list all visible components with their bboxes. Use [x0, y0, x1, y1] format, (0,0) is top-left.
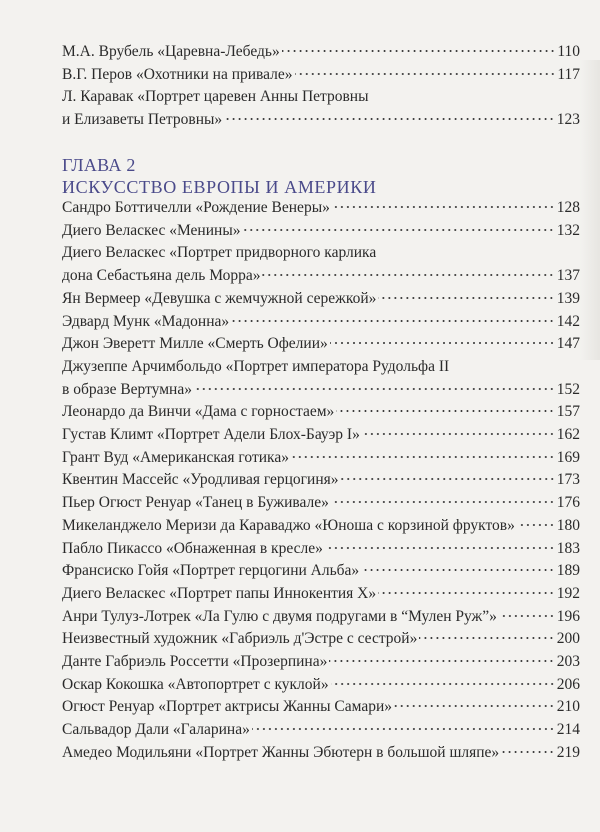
dot-leader: [262, 273, 554, 277]
toc-entry: [62, 742, 580, 765]
dot-leader: [378, 296, 554, 300]
dot-leader: [378, 591, 555, 595]
toc-entry-title: в образе Вертумна»: [62, 380, 192, 398]
toc-entry: [62, 311, 580, 334]
toc-entry-title: Ян Вермеер «Девушка с жемчужной сережкой»: [62, 289, 377, 307]
toc-entry: [62, 401, 580, 424]
toc-page-number: 169: [556, 448, 580, 466]
dot-leader: [325, 546, 555, 550]
toc-entry-title: Огюст Ренуар «Портрет актрисы Жанны Самари»: [62, 698, 393, 716]
toc-entry-title: Сальвадор Дали «Галарина»: [62, 721, 250, 739]
toc-previous-chapter: [62, 41, 580, 132]
dot-leader: [332, 205, 555, 209]
toc-page-number: 214: [556, 721, 580, 739]
toc-page-number: 157: [556, 403, 580, 421]
toc-entry: [62, 560, 580, 583]
toc-entry: [62, 86, 580, 131]
toc-entry: [62, 674, 580, 697]
dot-leader: [331, 500, 555, 504]
toc-entry-title: Пьер Огюст Ренуар «Танец в Буживале»: [62, 494, 329, 512]
toc-entry-title: Диего Веласкес «Менины»: [62, 221, 241, 239]
dot-leader: [331, 682, 555, 686]
toc-page-number: 162: [556, 426, 580, 444]
dot-leader: [295, 72, 556, 76]
toc-page-number: 192: [556, 584, 580, 602]
toc-entry: [62, 583, 580, 606]
toc-entry: [62, 41, 580, 64]
toc-entry: [62, 288, 580, 311]
toc-entry: [62, 628, 580, 651]
toc-entry: [62, 538, 580, 561]
toc-page-number: 206: [556, 675, 580, 693]
toc-entry-title: Неизвестный художник «Габриэль д'Эстре с сестрой»: [62, 630, 418, 648]
toc-entry-title: Микеланджело Меризи да Караваджо «Юноша с корзиной фруктов»: [62, 516, 515, 534]
toc-entry: [62, 64, 580, 87]
toc-page-number: 110: [557, 43, 580, 60]
toc-page-number: 123: [556, 111, 580, 129]
dot-leader: [394, 704, 555, 708]
dot-leader: [341, 477, 555, 481]
toc-entry: [62, 696, 580, 719]
chapter-number: ГЛАВА 2: [62, 155, 136, 175]
toc-page-number: 210: [556, 698, 580, 716]
toc-entry-title: Оскар Кокошка «Автопортрет с куклой»: [62, 675, 329, 693]
dot-leader: [501, 750, 555, 754]
dot-leader: [419, 636, 554, 640]
toc-page-number: 147: [556, 335, 580, 353]
toc-entry-title: Грант Вуд «Американская готика»: [62, 448, 289, 466]
toc-entry-title: Л. Каравак «Портрет царевен Анны Петровны: [62, 88, 369, 106]
toc-page-number: 142: [556, 312, 580, 330]
toc-page-number: 180: [556, 516, 580, 534]
toc-entry-title: Анри Тулуз-Лотрек «Ла Гулю с двумя подругами в “Мулен Руж”»: [62, 607, 497, 625]
toc-page-number: 128: [556, 199, 580, 216]
toc-entry-title: Густав Климт «Портрет Адели Блох-Бауэр I»: [62, 426, 360, 444]
toc-entry-title: Франсиско Гойя «Портрет герцогини Альба»: [62, 562, 360, 580]
toc-entry: [62, 220, 580, 243]
toc-entry-title: Сандро Боттичелли «Рождение Венеры»: [62, 199, 330, 216]
toc-entry-title: В.Г. Перов «Охотники на привале»: [62, 65, 293, 83]
toc-entry: [62, 719, 580, 742]
toc-entry: [62, 356, 580, 401]
toc-entry-title: Леонардо да Винчи «Дама с горностаем»: [62, 403, 335, 421]
toc-entry: [62, 606, 580, 629]
chapter-title: ИСКУССТВО ЕВРОПЫ И АМЕРИКИ: [62, 177, 377, 197]
dot-leader: [252, 727, 555, 731]
toc-entry: [62, 333, 580, 356]
toc-entry-title: Квентин Массейс «Уродливая герцогиня»: [62, 471, 339, 489]
toc-entry-title: Диего Веласкес «Портрет папы Иннокентия X»: [62, 584, 377, 602]
toc-entry-title: Пабло Пикассо «Обнаженная в кресле»: [62, 539, 323, 557]
toc-page-number: 139: [556, 289, 580, 307]
toc-page-number: 219: [556, 743, 580, 761]
dot-leader: [336, 409, 554, 413]
page-shadow: [580, 60, 600, 360]
toc-page-number: 173: [556, 471, 580, 489]
toc-entry-title: Джон Эверетт Милле «Смерть Офелии»: [62, 335, 328, 353]
dot-leader: [330, 341, 555, 345]
toc-page-number: 203: [556, 653, 580, 671]
toc-page-number: 152: [556, 380, 580, 398]
dot-leader: [362, 432, 555, 436]
toc-entry-title: Амедео Модильяни «Портрет Жанны Эбютерн в большой шляпе»: [62, 743, 500, 761]
toc-entry-title: и Елизаветы Петровны»: [62, 111, 223, 129]
toc-entry: [62, 424, 580, 447]
toc-page-number: 176: [556, 494, 580, 512]
dot-leader: [329, 659, 554, 663]
toc-entry: [62, 197, 580, 220]
dot-leader: [224, 117, 555, 121]
toc-entry-title: дона Себастьяна дель Морра»: [62, 267, 261, 285]
dot-leader: [194, 387, 555, 391]
toc-entry: [62, 651, 580, 674]
toc-entry: [62, 515, 580, 538]
toc-page-number: 189: [556, 562, 580, 580]
toc-page-number: 196: [556, 607, 580, 625]
toc-page-number: 137: [556, 267, 580, 285]
toc-entry-title: Эдвард Мунк «Мадонна»: [62, 312, 230, 330]
dot-leader: [242, 228, 554, 232]
toc-entry-title: М.А. Врубель «Царевна-Лебедь»: [62, 43, 280, 60]
dot-leader: [282, 49, 556, 53]
dot-leader: [499, 614, 555, 618]
toc-page-number: 183: [556, 539, 580, 557]
dot-leader: [231, 319, 555, 323]
toc-page-number: 117: [557, 65, 580, 83]
toc-entry-title: Данте Габриэль Россетти «Прозерпина»: [62, 653, 328, 671]
toc-entry: [62, 242, 580, 287]
toc-entry: [62, 492, 580, 515]
toc-chapter-2: [62, 197, 580, 765]
chapter-heading: [62, 154, 580, 198]
dot-leader: [361, 568, 555, 572]
toc-page-number: 200: [556, 630, 580, 648]
toc-entry-title: Диего Веласкес «Портрет придворного карлика: [62, 244, 377, 262]
dot-leader: [291, 455, 555, 459]
toc-entry: [62, 447, 580, 470]
toc-page-number: 132: [556, 221, 580, 239]
dot-leader: [517, 523, 555, 527]
toc-entry-title: Джузеппе Арчимбольдо «Портрет императора Рудольфа II: [62, 357, 450, 375]
toc-entry: [62, 469, 580, 492]
